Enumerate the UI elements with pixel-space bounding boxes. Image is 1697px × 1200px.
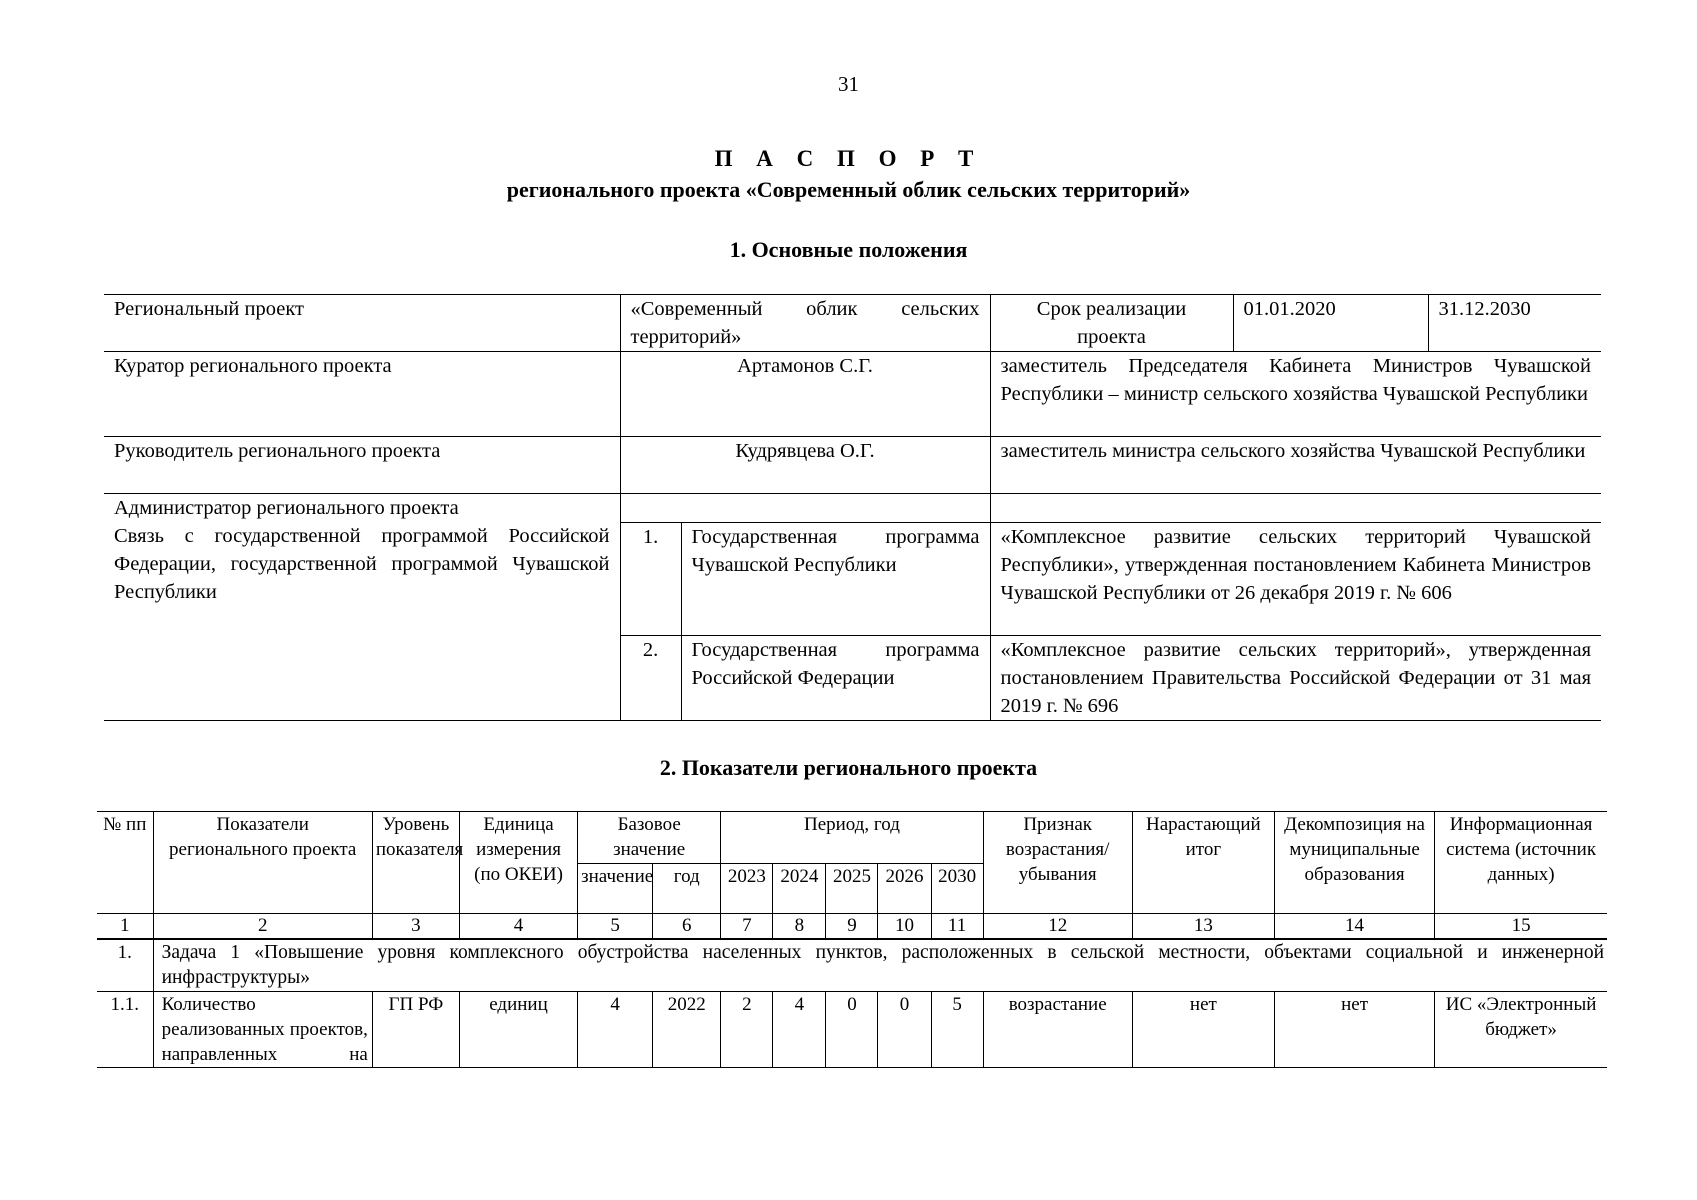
header-info-system: Информационная система (источник данных) — [1435, 812, 1607, 914]
header-base-year: год — [653, 864, 721, 914]
row-level: ГП РФ — [372, 991, 459, 1067]
curator-label: Куратор регионального проекта — [104, 352, 620, 437]
head-name: Кудрявцева О.Г. — [620, 437, 990, 494]
program-1-number: 1. — [620, 522, 681, 635]
header-year: 2030 — [931, 864, 983, 914]
curator-position: заместитель Председателя Кабинета Министров Чувашской Республики – министр сельского хозяйства Чувашской Республики — [990, 352, 1601, 437]
task-number: 1. — [97, 939, 153, 991]
row-value-2025: 0 — [826, 991, 878, 1067]
column-number: 15 — [1435, 914, 1607, 940]
project-label: Региональный проект — [104, 295, 620, 352]
column-number: 4 — [459, 914, 577, 940]
column-number: 8 — [773, 914, 826, 940]
main-provisions-table — [104, 294, 1601, 721]
program-link-label: Связь с государственной программой Российской Федерации, государственной программой Чувашской Республики — [104, 522, 620, 720]
header-decomposition: Декомпозиция на муниципальные образования — [1274, 812, 1434, 914]
header-level: Уровень показателя — [372, 812, 459, 914]
document-title: П А С П О Р Т — [714, 146, 983, 171]
header-base: Базовое значение — [578, 812, 721, 864]
start-date: 01.01.2020 — [1233, 295, 1428, 352]
row-number: 1.1. — [97, 991, 153, 1067]
column-number: 7 — [721, 914, 773, 940]
column-number: 10 — [878, 914, 931, 940]
column-number: 13 — [1132, 914, 1274, 940]
row-value-2030: 5 — [931, 991, 983, 1067]
document-subtitle: регионального проекта «Современный облик сельских территорий» — [506, 177, 1191, 202]
column-number: 9 — [826, 914, 878, 940]
program-1-type: Государственная программа Чувашской Республики — [681, 522, 990, 635]
column-number: 11 — [931, 914, 983, 940]
admin-name — [620, 494, 990, 523]
header-year: 2026 — [878, 864, 931, 914]
row-indicator: Количество реализованных проектов, направленных на — [153, 991, 372, 1067]
end-date: 31.12.2030 — [1428, 295, 1601, 352]
program-1-description: «Комплексное развитие сельских территорий Чувашской Республики», утвержденная постановлением Кабинета Министров Чувашской Республики от 26 декабря 2019 г. № 606 — [990, 522, 1601, 635]
indicators-table — [97, 811, 1607, 1068]
row-trend: возрастание — [983, 991, 1132, 1067]
term-label: Срок реализации проекта — [990, 295, 1233, 352]
row-decomposition: нет — [1274, 991, 1434, 1067]
program-2-number: 2. — [620, 635, 681, 720]
column-number: 5 — [578, 914, 653, 940]
header-year: 2024 — [773, 864, 826, 914]
task-text: Задача 1 «Повышение уровня комплексного обустройства населенных пунктов, расположенных в сельской местности, объектами социальной и инженерной инфраструктуры» — [153, 939, 1607, 991]
header-unit: Единица измерения (по ОКЕИ) — [459, 812, 577, 914]
row-unit: единиц — [459, 991, 577, 1067]
admin-label: Администратор регионального проекта — [104, 494, 620, 523]
row-base-value: 4 — [578, 991, 653, 1067]
project-name: «Современный облик сельских территорий» — [620, 295, 990, 352]
header-num: № пп — [97, 812, 153, 914]
column-number: 3 — [372, 914, 459, 940]
head-label: Руководитель регионального проекта — [104, 437, 620, 494]
program-2-type: Государственная программа Российской Федерации — [681, 635, 990, 720]
column-number: 14 — [1274, 914, 1434, 940]
row-value-2024: 4 — [773, 991, 826, 1067]
row-base-year: 2022 — [653, 991, 721, 1067]
section2-heading: 2. Показатели регионального проекта — [659, 755, 1038, 780]
header-cumulative: Нарастающий итог — [1132, 812, 1274, 914]
header-indicator: Показатели регионального проекта — [153, 812, 372, 914]
column-number: 12 — [983, 914, 1132, 940]
header-trend: Признак возрастания/ убывания — [983, 812, 1132, 914]
section1-heading: 1. Основные положения — [729, 237, 968, 262]
page-number: 31 — [838, 72, 859, 96]
row-value-2023: 2 — [721, 991, 773, 1067]
header-year: 2025 — [826, 864, 878, 914]
header-period: Период, год — [721, 812, 983, 864]
column-number: 2 — [153, 914, 372, 940]
header-year: 2023 — [721, 864, 773, 914]
row-info-system: ИС «Электронный бюджет» — [1435, 991, 1607, 1067]
column-number: 6 — [653, 914, 721, 940]
column-number: 1 — [97, 914, 153, 940]
curator-name: Артамонов С.Г. — [620, 352, 990, 437]
head-position: заместитель министра сельского хозяйства Чувашской Республики — [990, 437, 1601, 494]
admin-position — [990, 494, 1601, 523]
program-2-description: «Комплексное развитие сельских территорий», утвержденная постановлением Правительства Российской Федерации от 31 мая 2019 г. № 696 — [990, 635, 1601, 720]
row-value-2026: 0 — [878, 991, 931, 1067]
header-base-value: значение — [578, 864, 653, 914]
row-cumulative: нет — [1132, 991, 1274, 1067]
